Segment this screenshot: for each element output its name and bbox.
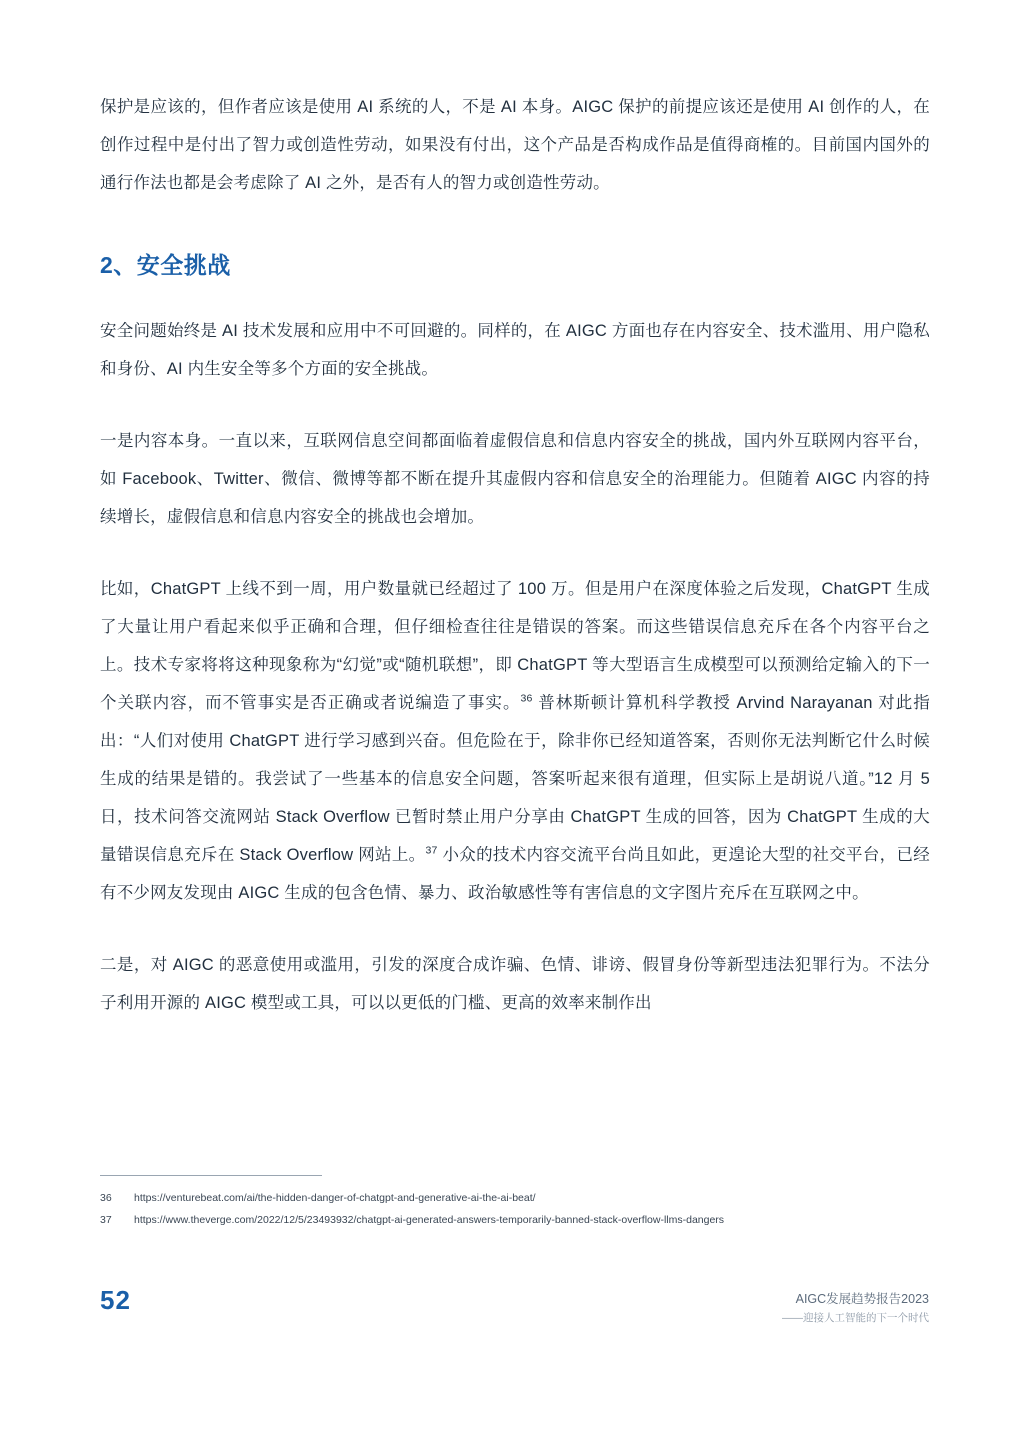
paragraph-chatgpt-hallucination-part-a: 比如，ChatGPT 上线不到一周，用户数量就已经超过了 100 万。但是用户在深度体验之后发现，ChatGPT 生成了大量让用户看起来似乎正确和合理，但仔细检查往往是错误的答案。而这些错误信息充斥在各个内容平台之上。技术专家将将这种现象称为“幻觉”或“随机联想”，即 ChatGPT 等大型语言生成模型可以预测给定输入的下一个关联内容，而不管事实是否正确或者说编造了事实。 — [100, 580, 930, 712]
page-content — [100, 88, 930, 1022]
footnote-number: 37 — [100, 1214, 112, 1226]
footer-report-title: AIGC发展趋势报告2023 — [795, 1292, 929, 1306]
footnotes-section — [100, 1175, 930, 1232]
paragraph-malicious-use: 二是，对 AIGC 的恶意使用或滥用，引发的深度合成诈骗、色情、诽谤、假冒身份等新型违法犯罪行为。不法分子利用开源的 AIGC 模型或工具，可以以更低的门槛、更高的效率来制作出 — [100, 956, 930, 1012]
paragraph-security-overview: 安全问题始终是 AI 技术发展和应用中不可回避的。同样的，在 AIGC 方面也存在内容安全、技术滥用、用户隐私和身份、AI 内生安全等多个方面的安全挑战。 — [100, 322, 930, 378]
paragraph-content-safety: 一是内容本身。一直以来，互联网信息空间都面临着虚假信息和信息内容安全的挑战，国内外互联网内容平台，如 Facebook、Twitter、微信、微博等都不断在提升其虚假内容和信息安全的治理能力。但随着 AIGC 内容的持续增长，虚假信息和信息内容安全的挑战也会增加。 — [100, 432, 930, 526]
page-footer — [100, 1285, 929, 1345]
footnote-link[interactable]: https://www.theverge.com/2022/12/5/23493932/chatgpt-ai-generated-answers-temporarily-banned-stack-overflow-llms-dangers — [134, 1214, 725, 1226]
footer-report-subtitle: ——迎接人工智能的下一个时代 — [782, 1312, 929, 1324]
paragraph-chatgpt-hallucination — [100, 570, 930, 912]
paragraph-chatgpt-hallucination-part-c: 小众的技术内容交流平台尚且如此，更遑论大型的社交平台，已经有不少网友发现由 AIGC 生成的包含色情、暴力、政治敏感性等有害信息的文字图片充斥在互联网之中。 — [100, 846, 930, 902]
paragraph-copyright-protection: 保护是应该的，但作者应该是使用 AI 系统的人，不是 AI 本身。AIGC 保护的前提应该还是使用 AI 创作的人，在创作过程中是付出了智力或创造性劳动，如果没有付出，这个产品是否构成作品是值得商榷的。目前国内国外的通行作法也都是会考虑除了 AI 之外，是否有人的智力或创造性劳动。 — [100, 98, 930, 192]
paragraph-chatgpt-hallucination-part-b: 普林斯顿计算机科学教授 Arvind Narayanan 对此指出：“人们对使用 ChatGPT 进行学习感到兴奋。但危险在于，除非你已经知道答案，否则你无法判断它什么时候生成的结果是错的。我尝试了一些基本的信息安全问题，答案听起来很有道理，但实际上是胡说八道。”12 月 5 日，技术问答交流网站 Stack Overflow 已暂时禁止用户分享由 ChatGPT 生成的回答，因为 ChatGPT 生成的大量错误信息充斥在 Stack Overflow 网站上。 — [100, 694, 930, 864]
footnote-divider — [100, 1175, 322, 1176]
footer-meta — [782, 1289, 929, 1327]
footnote-item — [100, 1188, 930, 1208]
page-number: 52 — [100, 1285, 131, 1315]
footnote-number: 36 — [100, 1192, 112, 1204]
footnote-link[interactable]: https://venturebeat.com/ai/the-hidden-danger-of-chatgpt-and-generative-ai-the-ai-beat/ — [134, 1192, 536, 1204]
footnote-item — [100, 1210, 930, 1230]
section-heading-security-challenges: 2、安全挑战 — [100, 252, 231, 278]
footnote-reference-36[interactable]: 36 — [520, 692, 533, 705]
footnote-reference-37[interactable]: 37 — [425, 844, 438, 857]
